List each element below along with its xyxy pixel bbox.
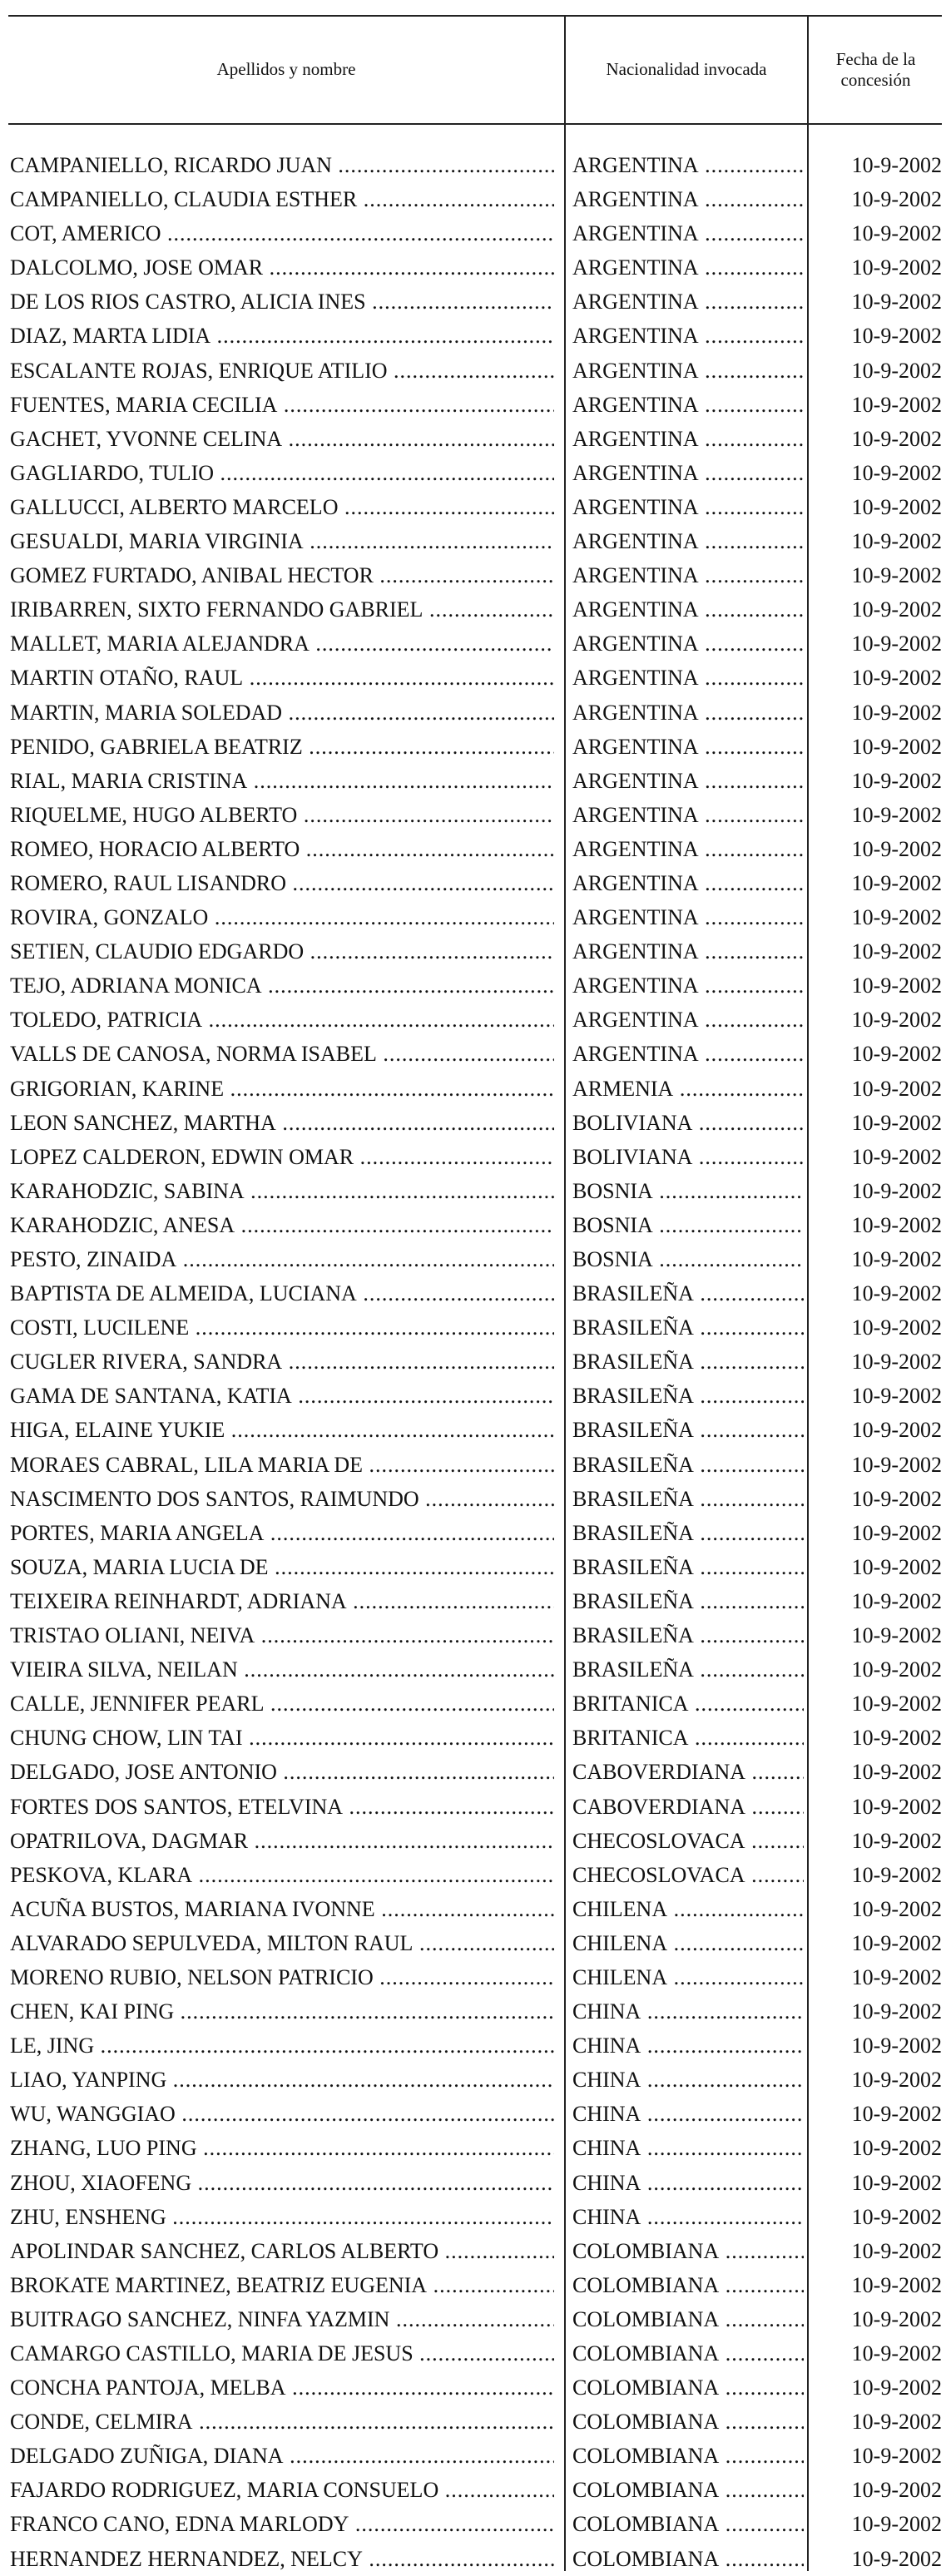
row-nationality: BRASILEÑA ..... xyxy=(572,1379,804,1413)
row-date: 10-9-2002 xyxy=(851,939,942,964)
row-name: CUGLER RIVERA, SANDRA ..... xyxy=(10,1345,554,1379)
table-row xyxy=(0,1755,946,1789)
row-name: GESUALDI, MARIA VIRGINIA ..... xyxy=(10,524,554,558)
table-row xyxy=(0,1721,946,1755)
row-name: ZHOU, XIAOFENG ..... xyxy=(10,2166,554,2200)
column-header-name: Apellidos y nombre xyxy=(216,59,356,80)
table-row xyxy=(0,2234,946,2268)
row-nationality: ARGENTINA ..... xyxy=(572,250,804,285)
row-nationality: CABOVERDIANA ..... xyxy=(572,1790,804,1824)
row-nationality: CHILENA ..... xyxy=(572,1960,804,1994)
row-date: 10-9-2002 xyxy=(851,1657,942,1682)
row-nationality: ARGENTINA ..... xyxy=(572,388,804,422)
row-nationality: COLOMBIANA ..... xyxy=(572,2542,804,2576)
row-name: VALLS DE CANOSA, NORMA ISABEL ..... xyxy=(10,1037,554,1071)
row-nationality: ARGENTINA ..... xyxy=(572,832,804,866)
row-name: ROVIRA, GONZALO ..... xyxy=(10,900,554,934)
row-date: 10-9-2002 xyxy=(851,221,942,246)
table-row xyxy=(0,2507,946,2541)
row-nationality: BRASILEÑA ..... xyxy=(572,1516,804,1550)
row-nationality: ARGENTINA ..... xyxy=(572,696,804,730)
row-name: VIEIRA SILVA, NEILAN ..... xyxy=(10,1652,554,1687)
row-nationality: BOLIVIANA ..... xyxy=(572,1140,804,1174)
row-date: 10-9-2002 xyxy=(851,1144,942,1169)
row-name: HIGA, ELAINE YUKIE ..... xyxy=(10,1413,554,1447)
table-row xyxy=(0,592,946,627)
row-name: SOUZA, MARIA LUCIA DE ..... xyxy=(10,1550,554,1584)
table-row xyxy=(0,319,946,353)
row-nationality: ARGENTINA ..... xyxy=(572,1037,804,1071)
row-nationality: COLOMBIANA ..... xyxy=(572,2234,804,2268)
row-nationality: CHINA ..... xyxy=(572,2131,804,2165)
row-nationality: CHINA ..... xyxy=(572,1994,804,2029)
row-date: 10-9-2002 xyxy=(851,1964,942,1989)
table-row xyxy=(0,2200,946,2234)
row-name: PENIDO, GABRIELA BEATRIZ ..... xyxy=(10,730,554,764)
row-date: 10-9-2002 xyxy=(851,1212,942,1237)
row-nationality: BRASILEÑA ..... xyxy=(572,1652,804,1687)
row-name: ZHU, ENSHENG ..... xyxy=(10,2200,554,2234)
table-row xyxy=(0,1345,946,1379)
table-row xyxy=(0,900,946,934)
table-row xyxy=(0,422,946,456)
row-date: 10-9-2002 xyxy=(851,1281,942,1306)
row-name: CONCHA PANTOJA, MELBA ..... xyxy=(10,2370,554,2405)
table-row xyxy=(0,798,946,832)
row-nationality: CHILENA ..... xyxy=(572,1892,804,1926)
row-name: OPATRILOVA, DAGMAR ..... xyxy=(10,1824,554,1858)
table-row xyxy=(0,2268,946,2302)
table-row xyxy=(0,1858,946,1892)
row-date: 10-9-2002 xyxy=(851,460,942,485)
table-row xyxy=(0,285,946,319)
row-date: 10-9-2002 xyxy=(851,1486,942,1511)
row-name: TEIXEIRA REINHARDT, ADRIANA ..... xyxy=(10,1584,554,1618)
row-nationality: CHINA ..... xyxy=(572,2166,804,2200)
row-nationality: BOSNIA ..... xyxy=(572,1242,804,1276)
table-row xyxy=(0,456,946,490)
row-date: 10-9-2002 xyxy=(851,2444,942,2469)
row-date: 10-9-2002 xyxy=(851,1554,942,1579)
row-nationality: ARGENTINA ..... xyxy=(572,524,804,558)
row-nationality: ARGENTINA ..... xyxy=(572,182,804,216)
row-date: 10-9-2002 xyxy=(851,2512,942,2537)
row-nationality: BRASILEÑA ..... xyxy=(572,1413,804,1447)
row-date: 10-9-2002 xyxy=(851,1930,942,1955)
row-date: 10-9-2002 xyxy=(851,1076,942,1101)
row-date: 10-9-2002 xyxy=(851,2341,942,2365)
row-nationality: ARGENTINA ..... xyxy=(572,1003,804,1037)
table-row xyxy=(0,832,946,866)
row-date: 10-9-2002 xyxy=(851,870,942,895)
table-row xyxy=(0,1379,946,1413)
row-name: RIQUELME, HUGO ALBERTO ..... xyxy=(10,798,554,832)
table-row xyxy=(0,1994,946,2029)
row-nationality: COLOMBIANA ..... xyxy=(572,2473,804,2507)
row-name: KARAHODZIC, SABINA ..... xyxy=(10,1174,554,1208)
row-date: 10-9-2002 xyxy=(851,1520,942,1545)
table-row xyxy=(0,1960,946,1994)
row-nationality: ARGENTINA ..... xyxy=(572,354,804,388)
row-name: CHEN, KAI PING ..... xyxy=(10,1994,554,2029)
row-nationality: ARGENTINA ..... xyxy=(572,764,804,798)
row-name: GALLUCCI, ALBERTO MARCELO ..... xyxy=(10,490,554,524)
row-date: 10-9-2002 xyxy=(851,836,942,861)
row-nationality: ARGENTINA ..... xyxy=(572,934,804,968)
table-row xyxy=(0,2063,946,2097)
row-date: 10-9-2002 xyxy=(851,632,942,656)
row-date: 10-9-2002 xyxy=(851,290,942,315)
row-nationality: BRASILEÑA ..... xyxy=(572,1482,804,1516)
row-nationality: ARGENTINA ..... xyxy=(572,558,804,592)
row-date: 10-9-2002 xyxy=(851,2410,942,2435)
row-name: APOLINDAR SANCHEZ, CARLOS ALBERTO ..... xyxy=(10,2234,554,2268)
row-nationality: ARGENTINA ..... xyxy=(572,216,804,250)
row-date: 10-9-2002 xyxy=(851,255,942,280)
row-name: DELGADO ZUÑIGA, DIANA ..... xyxy=(10,2439,554,2473)
row-nationality: ARGENTINA ..... xyxy=(572,422,804,456)
row-name: ACUÑA BUSTOS, MARIANA IVONNE ..... xyxy=(10,1892,554,1926)
table-row xyxy=(0,2370,946,2405)
table-row xyxy=(0,558,946,592)
row-nationality: BRASILEÑA ..... xyxy=(572,1584,804,1618)
row-date: 10-9-2002 xyxy=(851,392,942,417)
table-row xyxy=(0,1072,946,1106)
row-date: 10-9-2002 xyxy=(851,1384,942,1409)
table-row xyxy=(0,2131,946,2165)
row-date: 10-9-2002 xyxy=(851,2546,942,2571)
row-name: RIAL, MARIA CRISTINA ..... xyxy=(10,764,554,798)
row-nationality: CHINA ..... xyxy=(572,2063,804,2097)
table-row xyxy=(0,1276,946,1310)
row-name: LIAO, YANPING ..... xyxy=(10,2063,554,2097)
row-name: GAGLIARDO, TULIO ..... xyxy=(10,456,554,490)
row-name: LOPEZ CALDERON, EDWIN OMAR ..... xyxy=(10,1140,554,1174)
row-nationality: COLOMBIANA ..... xyxy=(572,2405,804,2439)
row-name: BUITRAGO SANCHEZ, NINFA YAZMIN ..... xyxy=(10,2302,554,2336)
row-name: PORTES, MARIA ANGELA ..... xyxy=(10,1516,554,1550)
table-row xyxy=(0,866,946,900)
table-row xyxy=(0,524,946,558)
row-name: TOLEDO, PATRICIA ..... xyxy=(10,1003,554,1037)
row-date: 10-9-2002 xyxy=(851,1862,942,1887)
row-name: GRIGORIAN, KARINE ..... xyxy=(10,1072,554,1106)
row-nationality: BRASILEÑA ..... xyxy=(572,1618,804,1652)
row-name: DE LOS RIOS CASTRO, ALICIA INES ..... xyxy=(10,285,554,319)
table-row xyxy=(0,2097,946,2131)
row-name: TEJO, ADRIANA MONICA ..... xyxy=(10,968,554,1003)
row-nationality: BRITANICA ..... xyxy=(572,1687,804,1721)
row-date: 10-9-2002 xyxy=(851,324,942,349)
row-nationality: BOSNIA ..... xyxy=(572,1208,804,1242)
row-name: CAMPANIELLO, RICARDO JUAN ..... xyxy=(10,148,554,182)
row-date: 10-9-2002 xyxy=(851,1110,942,1135)
table-row xyxy=(0,968,946,1003)
row-date: 10-9-2002 xyxy=(851,1418,942,1443)
row-nationality: ARGENTINA ..... xyxy=(572,319,804,353)
row-name: COSTI, LUCILENE ..... xyxy=(10,1310,554,1345)
row-nationality: COLOMBIANA ..... xyxy=(572,2302,804,2336)
row-date: 10-9-2002 xyxy=(851,768,942,793)
row-nationality: COLOMBIANA ..... xyxy=(572,2439,804,2473)
row-nationality: COLOMBIANA ..... xyxy=(572,2507,804,2541)
row-nationality: COLOMBIANA ..... xyxy=(572,2370,804,2405)
table-row xyxy=(0,1516,946,1550)
row-nationality: ARGENTINA ..... xyxy=(572,730,804,764)
row-nationality: BRASILEÑA ..... xyxy=(572,1345,804,1379)
row-name: GAMA DE SANTANA, KATIA ..... xyxy=(10,1379,554,1413)
row-date: 10-9-2002 xyxy=(851,187,942,212)
table-row xyxy=(0,490,946,524)
row-nationality: BRASILEÑA ..... xyxy=(572,1310,804,1345)
row-date: 10-9-2002 xyxy=(851,2306,942,2331)
row-nationality: ARGENTINA ..... xyxy=(572,148,804,182)
row-date: 10-9-2002 xyxy=(851,1042,942,1067)
row-name: FRANCO CANO, EDNA MARLODY ..... xyxy=(10,2507,554,2541)
row-date: 10-9-2002 xyxy=(851,1726,942,1751)
row-date: 10-9-2002 xyxy=(851,2102,942,2127)
row-nationality: ARGENTINA ..... xyxy=(572,900,804,934)
row-name: MARTIN OTAÑO, RAUL ..... xyxy=(10,661,554,695)
row-nationality: ARGENTINA ..... xyxy=(572,285,804,319)
table-row xyxy=(0,2166,946,2200)
table-row xyxy=(0,1652,946,1687)
row-date: 10-9-2002 xyxy=(851,2272,942,2297)
row-date: 10-9-2002 xyxy=(851,1794,942,1819)
row-name: CONDE, CELMIRA ..... xyxy=(10,2405,554,2439)
table-row xyxy=(0,1242,946,1276)
table-row xyxy=(0,148,946,182)
row-date: 10-9-2002 xyxy=(851,1588,942,1613)
row-date: 10-9-2002 xyxy=(851,1247,942,1271)
table-row xyxy=(0,2473,946,2507)
row-date: 10-9-2002 xyxy=(851,2478,942,2503)
row-nationality: BOLIVIANA ..... xyxy=(572,1106,804,1140)
row-name: MORAES CABRAL, LILA MARIA DE ..... xyxy=(10,1448,554,1482)
table-row xyxy=(0,2405,946,2439)
header-rule xyxy=(8,123,942,125)
row-date: 10-9-2002 xyxy=(851,2068,942,2093)
table-row xyxy=(0,1003,946,1037)
table-row xyxy=(0,730,946,764)
row-date: 10-9-2002 xyxy=(851,1999,942,2024)
row-date: 10-9-2002 xyxy=(851,2204,942,2229)
row-name: ALVARADO SEPULVEDA, MILTON RAUL ..... xyxy=(10,1926,554,1960)
row-date: 10-9-2002 xyxy=(851,1350,942,1375)
row-date: 10-9-2002 xyxy=(851,1623,942,1648)
row-nationality: COLOMBIANA ..... xyxy=(572,2336,804,2370)
row-nationality: CHINA ..... xyxy=(572,2097,804,2131)
row-name: MALLET, MARIA ALEJANDRA ..... xyxy=(10,627,554,661)
table-row xyxy=(0,1926,946,1960)
row-nationality: ARGENTINA ..... xyxy=(572,456,804,490)
table-row xyxy=(0,354,946,388)
row-name: WU, WANGGIAO ..... xyxy=(10,2097,554,2131)
row-date: 10-9-2002 xyxy=(851,1178,942,1203)
row-date: 10-9-2002 xyxy=(851,2034,942,2058)
row-nationality: CHECOSLOVACA ..... xyxy=(572,1858,804,1892)
row-nationality: CABOVERDIANA ..... xyxy=(572,1755,804,1789)
row-date: 10-9-2002 xyxy=(851,1315,942,1340)
row-date: 10-9-2002 xyxy=(851,563,942,588)
table-row xyxy=(0,2542,946,2576)
row-nationality: ARGENTINA ..... xyxy=(572,866,804,900)
table-row xyxy=(0,1824,946,1858)
table-row xyxy=(0,627,946,661)
row-date: 10-9-2002 xyxy=(851,734,942,759)
row-date: 10-9-2002 xyxy=(851,1896,942,1921)
table-row xyxy=(0,1106,946,1140)
row-nationality: ARGENTINA ..... xyxy=(572,592,804,627)
table-row xyxy=(0,2336,946,2370)
table-row xyxy=(0,1448,946,1482)
row-nationality: COLOMBIANA ..... xyxy=(572,2268,804,2302)
table-row xyxy=(0,2302,946,2336)
row-date: 10-9-2002 xyxy=(851,700,942,725)
table-row xyxy=(0,1413,946,1447)
row-date: 10-9-2002 xyxy=(851,1828,942,1853)
row-name: KARAHODZIC, ANESA ..... xyxy=(10,1208,554,1242)
row-nationality: ARMENIA ..... xyxy=(572,1072,804,1106)
table-row xyxy=(0,182,946,216)
row-nationality: CHINA ..... xyxy=(572,2200,804,2234)
row-name: SETIEN, CLAUDIO EDGARDO ..... xyxy=(10,934,554,968)
row-name: DALCOLMO, JOSE OMAR ..... xyxy=(10,250,554,285)
table-row xyxy=(0,1174,946,1208)
row-date: 10-9-2002 xyxy=(851,153,942,177)
row-nationality: ARGENTINA ..... xyxy=(572,627,804,661)
row-date: 10-9-2002 xyxy=(851,2238,942,2263)
row-nationality: ARGENTINA ..... xyxy=(572,661,804,695)
table-row xyxy=(0,1687,946,1721)
row-date: 10-9-2002 xyxy=(851,1760,942,1785)
table-row xyxy=(0,1892,946,1926)
row-date: 10-9-2002 xyxy=(851,1008,942,1033)
row-nationality: BOSNIA ..... xyxy=(572,1174,804,1208)
row-name: CHUNG CHOW, LIN TAI ..... xyxy=(10,1721,554,1755)
row-name: TRISTAO OLIANI, NEIVA ..... xyxy=(10,1618,554,1652)
row-nationality: ARGENTINA ..... xyxy=(572,490,804,524)
row-name: CALLE, JENNIFER PEARL ..... xyxy=(10,1687,554,1721)
table-row xyxy=(0,1482,946,1516)
table-row xyxy=(0,934,946,968)
row-name: BAPTISTA DE ALMEIDA, LUCIANA ..... xyxy=(10,1276,554,1310)
row-date: 10-9-2002 xyxy=(851,1452,942,1477)
row-name: LE, JING ..... xyxy=(10,2029,554,2063)
table-body xyxy=(0,148,946,2576)
row-date: 10-9-2002 xyxy=(851,666,942,691)
row-nationality: ARGENTINA ..... xyxy=(572,798,804,832)
row-name: ROMEO, HORACIO ALBERTO ..... xyxy=(10,832,554,866)
row-name: MARTIN, MARIA SOLEDAD ..... xyxy=(10,696,554,730)
row-date: 10-9-2002 xyxy=(851,426,942,451)
row-name: FORTES DOS SANTOS, ETELVINA ..... xyxy=(10,1790,554,1824)
table-row xyxy=(0,661,946,695)
table-row xyxy=(0,1584,946,1618)
row-name: ROMERO, RAUL LISANDRO ..... xyxy=(10,866,554,900)
row-date: 10-9-2002 xyxy=(851,973,942,998)
row-name: ESCALANTE ROJAS, ENRIQUE ATILIO ..... xyxy=(10,354,554,388)
row-name: PESKOVA, KLARA ..... xyxy=(10,1858,554,1892)
table-row xyxy=(0,250,946,285)
row-nationality: BRASILEÑA ..... xyxy=(572,1276,804,1310)
row-nationality: CHECOSLOVACA ..... xyxy=(572,1824,804,1858)
row-name: BROKATE MARTINEZ, BEATRIZ EUGENIA ..... xyxy=(10,2268,554,2302)
row-name: LEON SANCHEZ, MARTHA ..... xyxy=(10,1106,554,1140)
row-name: CAMARGO CASTILLO, MARIA DE JESUS ..... xyxy=(10,2336,554,2370)
row-date: 10-9-2002 xyxy=(851,2136,942,2161)
row-nationality: BRASILEÑA ..... xyxy=(572,1550,804,1584)
row-date: 10-9-2002 xyxy=(851,802,942,827)
table-row xyxy=(0,388,946,422)
table-row xyxy=(0,1208,946,1242)
row-nationality: CHILENA ..... xyxy=(572,1926,804,1960)
row-name: GOMEZ FURTADO, ANIBAL HECTOR ..... xyxy=(10,558,554,592)
row-nationality: BRITANICA ..... xyxy=(572,1721,804,1755)
table-row xyxy=(0,1550,946,1584)
table-row xyxy=(0,2029,946,2063)
row-date: 10-9-2002 xyxy=(851,529,942,554)
table-row xyxy=(0,696,946,730)
row-date: 10-9-2002 xyxy=(851,358,942,383)
row-name: CAMPANIELLO, CLAUDIA ESTHER ..... xyxy=(10,182,554,216)
table-row xyxy=(0,1618,946,1652)
row-date: 10-9-2002 xyxy=(851,1692,942,1717)
row-name: PESTO, ZINAIDA ..... xyxy=(10,1242,554,1276)
row-date: 10-9-2002 xyxy=(851,905,942,930)
row-date: 10-9-2002 xyxy=(851,2170,942,2195)
row-date: 10-9-2002 xyxy=(851,494,942,519)
row-nationality: BRASILEÑA ..... xyxy=(572,1448,804,1482)
row-name: FUENTES, MARIA CECILIA ..... xyxy=(10,388,554,422)
row-name: ZHANG, LUO PING ..... xyxy=(10,2131,554,2165)
table-row xyxy=(0,1310,946,1345)
column-header-date: Fecha de la concesión xyxy=(835,48,916,90)
table-row xyxy=(0,216,946,250)
row-date: 10-9-2002 xyxy=(851,597,942,622)
row-name: DELGADO, JOSE ANTONIO ..... xyxy=(10,1755,554,1789)
table-row xyxy=(0,1140,946,1174)
row-name: FAJARDO RODRIGUEZ, MARIA CONSUELO ..... xyxy=(10,2473,554,2507)
row-name: IRIBARREN, SIXTO FERNANDO GABRIEL ..... xyxy=(10,592,554,627)
row-name: NASCIMENTO DOS SANTOS, RAIMUNDO ..... xyxy=(10,1482,554,1516)
row-name: COT, AMERICO ..... xyxy=(10,216,554,250)
row-name: GACHET, YVONNE CELINA ..... xyxy=(10,422,554,456)
table-row xyxy=(0,2439,946,2473)
table-row xyxy=(0,1037,946,1071)
row-nationality: CHINA ..... xyxy=(572,2029,804,2063)
column-header-nationality: Nacionalidad invocada xyxy=(606,59,767,80)
row-date: 10-9-2002 xyxy=(851,2375,942,2400)
row-name: DIAZ, MARTA LIDIA ..... xyxy=(10,319,554,353)
row-name: MORENO RUBIO, NELSON PATRICIO ..... xyxy=(10,1960,554,1994)
row-name: HERNANDEZ HERNANDEZ, NELCY ..... xyxy=(10,2542,554,2576)
row-nationality: ARGENTINA ..... xyxy=(572,968,804,1003)
table-row xyxy=(0,764,946,798)
table-row xyxy=(0,1790,946,1824)
